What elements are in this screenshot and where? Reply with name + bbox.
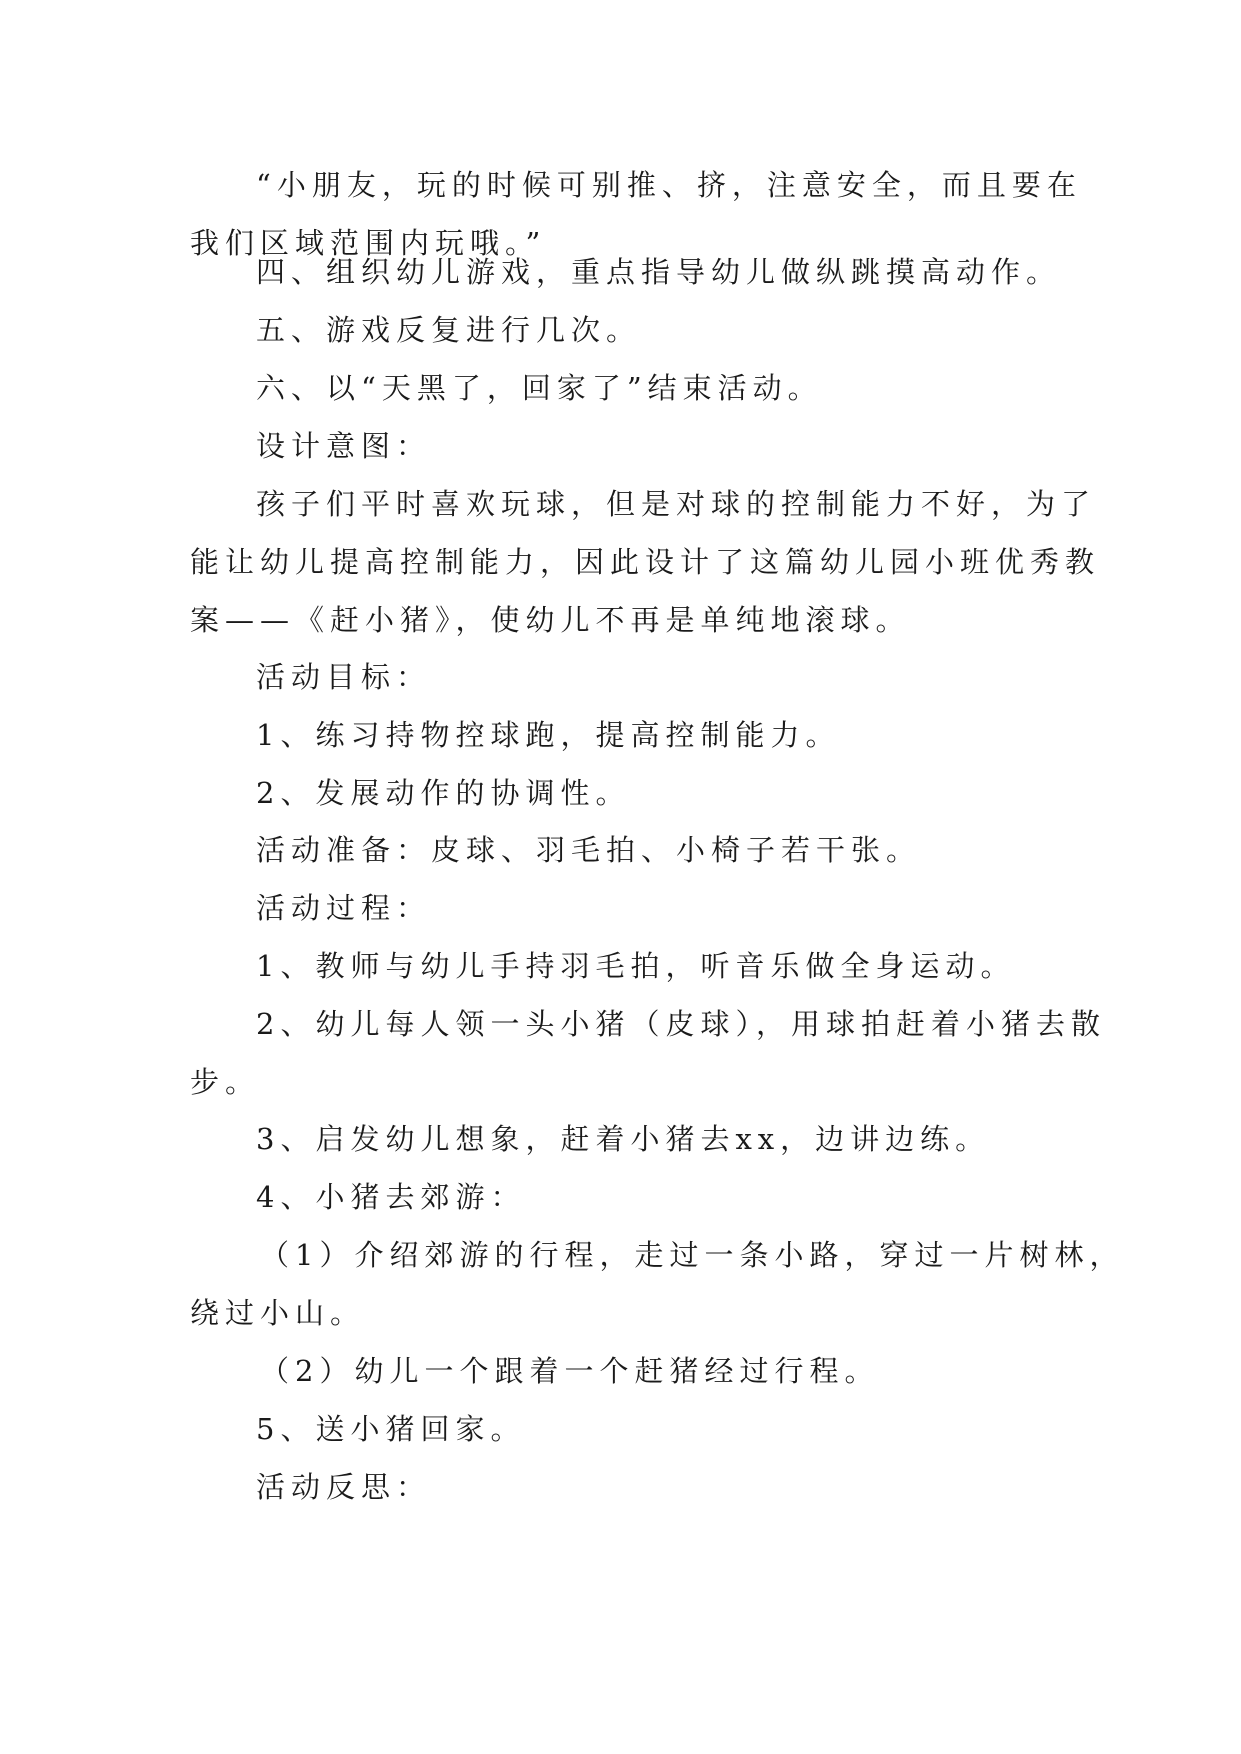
paragraph: “小朋友，玩的时候可别推、挤，注意安全，而且要在 我们区域范围内玩哦。” (190, 168, 1082, 260)
paragraph: 四、组织幼儿游戏，重点指导幼儿做纵跳摸高动作。 (256, 255, 1062, 289)
list-item: （2）幼儿一个跟着一个赶猪经过行程。 (260, 1354, 880, 1388)
list-item: 2、幼儿每人领一头小猪（皮球），用球拍赶着小猪去散 步。 (190, 1007, 1106, 1099)
paragraph: 六、以“天黑了，回家了”结束活动。 (256, 371, 823, 405)
section-heading: 活动反思： (256, 1470, 432, 1504)
list-item: 1、教师与幼儿手持羽毛拍，听音乐做全身运动。 (256, 949, 1016, 983)
section-heading: 活动过程： (256, 891, 432, 925)
section-heading: 活动目标： (256, 660, 432, 694)
paragraph: 孩子们平时喜欢玩球，但是对球的控制能力不好，为了 能让幼儿提高控制能力，因此设计了这篇幼儿园小班优秀教 案——《赶小猪》，使幼儿不再是单纯地滚球。 (190, 487, 1101, 637)
paragraph: 五、游戏反复进行几次。 (256, 313, 642, 347)
paragraph: 活动准备：皮球、羽毛拍、小椅子若干张。 (256, 833, 922, 867)
list-item: （1）介绍郊游的行程，走过一条小路，穿过一片树林， 绕过小山。 (190, 1238, 1125, 1330)
list-item: 1、练习持物控球跑，提高控制能力。 (256, 718, 841, 752)
list-item: 3、启发幼儿想象，赶着小猪去xx，边讲边练。 (256, 1122, 991, 1156)
list-item: 5、送小猪回家。 (256, 1412, 526, 1446)
list-item: 2、发展动作的协调性。 (256, 776, 631, 810)
list-item: 4、小猪去郊游： (256, 1180, 526, 1214)
section-heading: 设计意图： (256, 429, 432, 463)
